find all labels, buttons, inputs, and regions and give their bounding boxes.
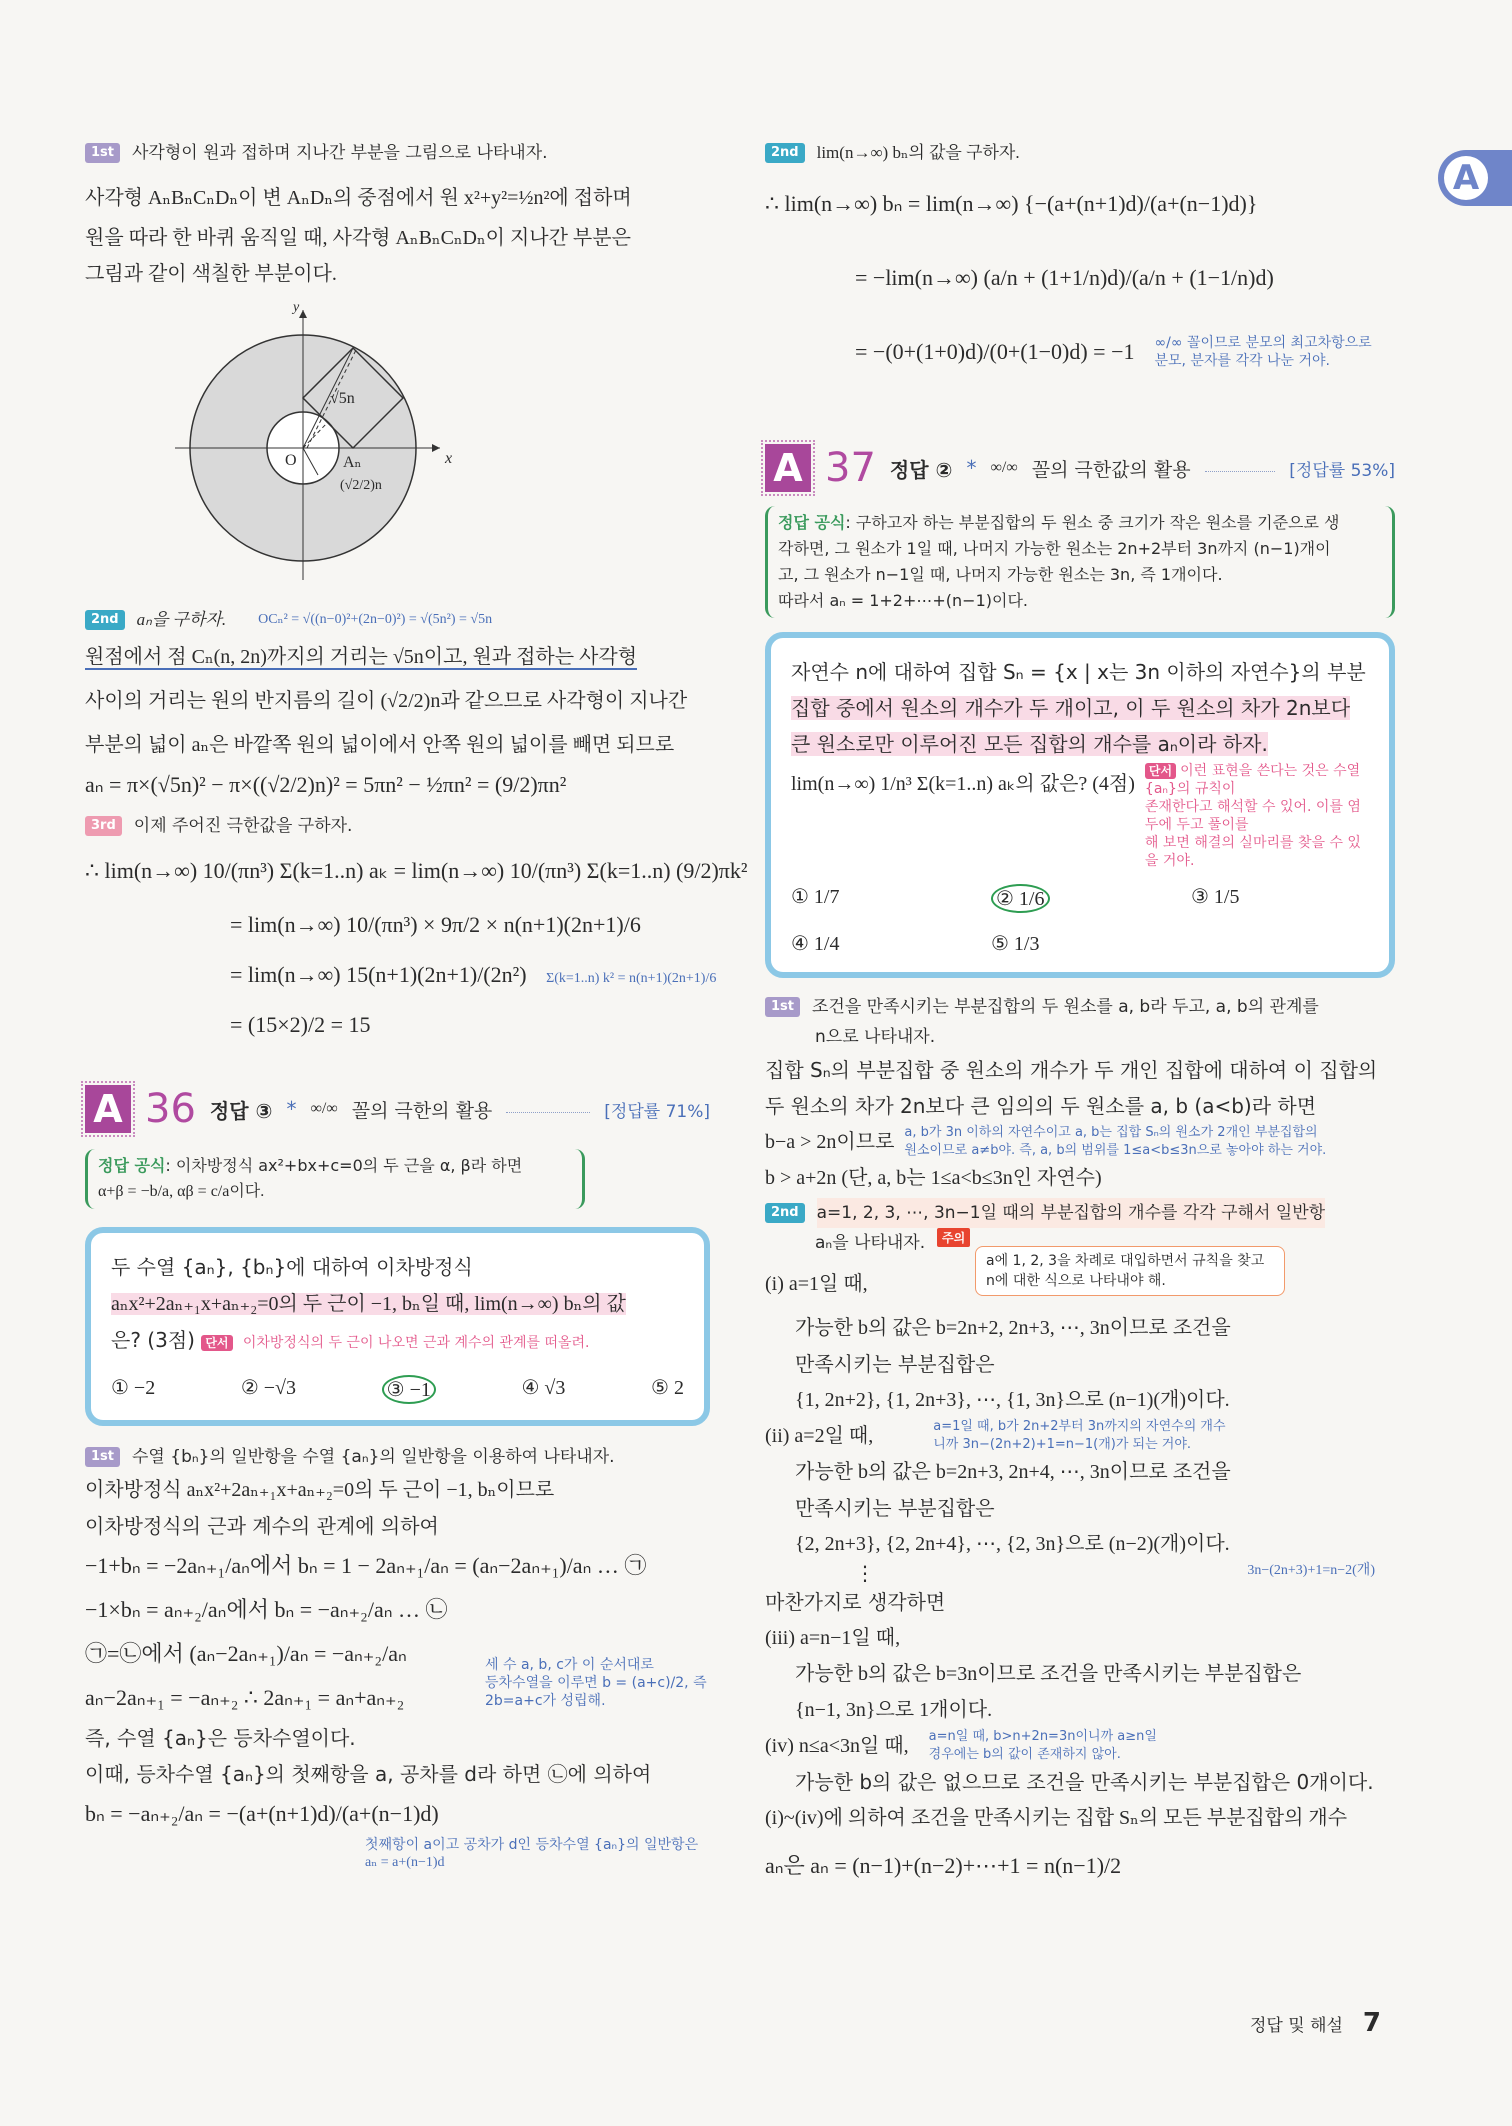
formula-label: 정답 공식 bbox=[778, 513, 846, 532]
equation-line: −1+bₙ = −2aₙ₊₁/aₙ에서 bₙ = 1 − 2aₙ₊₁/aₙ = (aₙ−2aₙ₊₁)/aₙ … ㉠ bbox=[85, 1553, 647, 1578]
answer-formula bbox=[85, 1149, 585, 1209]
question-box-36 bbox=[85, 1227, 710, 1426]
topic-title: 꼴의 극한값의 활용 bbox=[1031, 458, 1191, 481]
step-title: 조건을 만족시키는 부분집합의 두 원소를 a, b라 두고, a, b의 관계를 bbox=[812, 997, 1319, 1017]
step-title-cont: n으로 나타내자. bbox=[815, 1027, 936, 1047]
case-line: (i)~(iv)에 의하여 조건을 만족시키는 집합 Sₙ의 모든 부분집합의 개수 bbox=[765, 1807, 1348, 1829]
text-line: 이차방정식의 근과 계수의 관계에 의하여 bbox=[85, 1514, 439, 1538]
page-number: 7 bbox=[1362, 2008, 1382, 2038]
case-line: 만족시키는 부분집합은 bbox=[795, 1352, 995, 1376]
equation-line bbox=[85, 953, 717, 997]
case-line: (iv) n≤a<3n일 때, bbox=[765, 1735, 909, 1757]
choice-1[interactable]: ① −2 bbox=[111, 1377, 156, 1399]
point-label: Aₙ bbox=[343, 454, 362, 471]
question-line: lim(n→∞) 1/n³ Σ(k=1..n) aₖ의 값은? (4점) bbox=[791, 773, 1135, 795]
side-note: 3n−(2n+3)+1=n−2(개) bbox=[1247, 1563, 1375, 1578]
final-equation: aₙ은 aₙ = (n−1)+(n−2)+⋯+1 = n(n−1)/2 bbox=[765, 1853, 1122, 1878]
star-icon: * bbox=[966, 456, 977, 480]
leader-dots bbox=[1205, 471, 1276, 472]
topic-fraction: ∞/∞ bbox=[310, 1100, 338, 1117]
text-line: 원을 따라 한 바퀴 움직일 때, 사각형 AₙBₙCₙDₙ이 지나간 부분은 bbox=[85, 227, 631, 249]
text-line: 이때, 등차수열 {aₙ}의 첫째항을 a, 공차를 d라 하면 ㉡에 의하여 bbox=[85, 1762, 652, 1786]
answer-label: 정답 ② bbox=[889, 457, 953, 482]
step-badge: 3rd bbox=[85, 816, 122, 836]
radius-label: (√2/2)n bbox=[340, 478, 382, 493]
choice-5[interactable]: ⑤ 1/3 bbox=[991, 933, 1040, 955]
case-line: {2, 2n+3}, {2, 2n+4}, ⋯, {2, 3n}으로 (n−2)(개)이다. bbox=[795, 1533, 1230, 1555]
question-letter: A bbox=[765, 444, 811, 492]
side-note: a=n일 때, b>n+2n=3n이니까 a≥n일 경우에는 b의 값이 존재하지 않아. bbox=[928, 1729, 1157, 1762]
side-note: a, b가 3n 이하의 자연수이고 a, b는 집합 Sₙ의 원소가 2개인 부분집합의 원소이므로 a≠b야. 즉, a, b의 범위를 1≤a<b≤3n으로 놓아야 하는 거야. bbox=[904, 1125, 1327, 1158]
step-1st bbox=[85, 1442, 710, 1472]
step-2nd bbox=[765, 1198, 1395, 1228]
step-badge: 2nd bbox=[765, 143, 805, 163]
step-title: 사각형이 원과 접하며 지나간 부분을 그림으로 나타내자. bbox=[132, 143, 548, 163]
choice-3-selected[interactable]: ③ −1 bbox=[382, 1375, 436, 1404]
equation-text: = lim(n→∞) 15(n+1)(2n+1)/(2n²) bbox=[230, 962, 527, 987]
equation-line: ∴ lim(n→∞) 10/(πn³) Σ(k=1..n) aₖ = lim(n→∞) 10/(πn³) Σ(k=1..n) (9/2)πk² bbox=[85, 858, 748, 883]
question-line: 은? (3점) bbox=[111, 1328, 195, 1352]
warning-tip: a에 1, 2, 3을 차례로 대입하면서 규칙을 찾고 n에 대한 식으로 나타내야 해. bbox=[975, 1246, 1285, 1296]
annulus-diagram bbox=[85, 300, 710, 595]
step-badge: 1st bbox=[85, 1447, 120, 1467]
question-number: 37 bbox=[825, 445, 876, 491]
side-note: ∞/∞ 꼴이므로 분모의 최고차항으로 분모, 분자를 각각 나눈 거야. bbox=[1154, 335, 1372, 369]
case-line: {1, 2n+2}, {1, 2n+3}, ⋯, {1, 3n}으로 (n−1)(개)이다. bbox=[795, 1389, 1230, 1411]
text-line: b > a+2n (단, a, b는 1≤a<b≤3n인 자연수) bbox=[765, 1167, 1102, 1189]
correct-rate: [정답률 71%] bbox=[604, 1101, 710, 1122]
question-number: 36 bbox=[145, 1086, 196, 1132]
question-line: aₙx²+2aₙ₊₁x+aₙ₊₂=0의 두 근이 −1, bₙ일 때, lim(n→∞) bₙ의 값 bbox=[111, 1293, 626, 1315]
equation-line: ㉠=㉡에서 (aₙ−2aₙ₊₁)/aₙ = −aₙ₊₂/aₙ bbox=[85, 1641, 407, 1666]
choice-2[interactable]: ② −√3 bbox=[240, 1377, 297, 1399]
question-header-37 bbox=[765, 444, 1395, 492]
case-line: (ii) a=2일 때, bbox=[765, 1425, 874, 1447]
choice-4[interactable]: ④ 1/4 bbox=[791, 933, 840, 955]
question-header-36 bbox=[85, 1085, 710, 1133]
text-line: b−a > 2n이므로 bbox=[765, 1131, 895, 1153]
equation-line: = (15×2)/2 = 15 bbox=[230, 1012, 371, 1037]
question-line: 두 수열 {aₙ}, {bₙ}에 대하여 이차방정식 bbox=[111, 1255, 473, 1279]
side-note: OCₙ² = √((n−0)²+(2n−0)²) = √(5n²) = √5n bbox=[258, 612, 493, 627]
section-tab-letter: A bbox=[1444, 156, 1488, 200]
text-line: 즉, 수열 {aₙ}은 등차수열이다. bbox=[85, 1726, 356, 1750]
x-axis-label: x bbox=[445, 450, 453, 467]
case-line: 가능한 b의 값은 b=2n+3, 2n+4, ⋯, 3n이므로 조건을 bbox=[795, 1461, 1231, 1483]
text-line: 이차방정식 aₙx²+2aₙ₊₁x+aₙ₊₂=0의 두 근이 −1, bₙ이므로 bbox=[85, 1479, 555, 1501]
formula-label: 정답 공식 bbox=[98, 1156, 166, 1175]
choice-1[interactable]: ① 1/7 bbox=[791, 886, 840, 908]
equation-line: = −(0+(1+0)d)/(0+(1−0)d) = −1 bbox=[855, 339, 1135, 364]
step-badge: 1st bbox=[85, 143, 120, 163]
correct-rate: [정답률 53%] bbox=[1289, 460, 1395, 481]
question-letter: A bbox=[85, 1085, 131, 1133]
text-line: 원점에서 점 Cₙ(n, 2n)까지의 거리는 √5n이고, 원과 접하는 사각형 bbox=[85, 646, 638, 668]
step-title: a=1, 2, 3, ⋯, 3n−1일 때의 부분집합의 개수를 각각 구해서 일반항 bbox=[817, 1198, 1325, 1228]
choice-3[interactable]: ③ 1/5 bbox=[1191, 886, 1240, 908]
question-box-37 bbox=[765, 632, 1395, 978]
equation-line: −1×bₙ = aₙ₊₂/aₙ에서 bₙ = −aₙ₊₂/aₙ … ㉡ bbox=[85, 1597, 448, 1622]
formula-text: : 이차방정식 ax²+bx+c=0의 두 근을 α, β라 하면 bbox=[165, 1156, 523, 1175]
choice-2-selected[interactable]: ② 1/6 bbox=[991, 884, 1050, 913]
answer-label: 정답 ③ bbox=[209, 1098, 273, 1123]
step-badge: 2nd bbox=[85, 610, 125, 630]
choice-4[interactable]: ④ √3 bbox=[521, 1377, 566, 1399]
origin-label: O bbox=[285, 452, 297, 469]
question-line: 자연수 n에 대하여 집합 Sₙ = {x | x는 3n 이하의 자연수}의 부분 bbox=[791, 660, 1366, 684]
step-badge: 1st bbox=[765, 997, 800, 1017]
text-line: 집합 Sₙ의 부분집합 중 원소의 개수가 두 개인 집합에 대하여 이 집합의 bbox=[765, 1058, 1378, 1082]
choice-list bbox=[791, 884, 1369, 956]
topic-fraction: ∞/∞ bbox=[990, 459, 1018, 476]
answer-formula: 정답 공식: 구하고자 하는 부분집합의 두 원소 중 크기가 작은 원소를 기준으로 생 각하면, 그 원소가 1일 때, 나머지 가능한 원소는 2n+2부터 3n까지 (n−1)개이 고, 그 원소가 n−1일 때, 나머지 가능한 원소는 3n, 즉 1개이다. 따라서 aₙ = 1+2+⋯+(n−1)이다. bbox=[765, 506, 1395, 618]
y-axis-label: y bbox=[293, 300, 300, 315]
right-column bbox=[765, 130, 1395, 1888]
step-1st bbox=[765, 992, 1395, 1022]
hint: 단서 이런 표현을 쓴다는 것은 수열 {aₙ}의 규칙이 존재한다고 해석할 수 있어. 이를 염두에 두고 풀이를 해 보면 해결의 실마리를 찾을 수 있을 거야. bbox=[1144, 763, 1361, 869]
case-line: 만족시키는 부분집합은 bbox=[795, 1496, 995, 1520]
text-line: 부분의 넓이 aₙ은 바깥쪽 원의 넓이에서 안쪽 원의 넓이를 빼면 되므로 bbox=[85, 734, 675, 756]
equation-line: = lim(n→∞) 10/(πn³) × 9π/2 × n(n+1)(2n+1)/6 bbox=[230, 912, 641, 937]
case-line: {n−1, 3n}으로 1개이다. bbox=[795, 1699, 993, 1721]
side-note: 세 수 a, b, c가 이 순서대로 등차수열을 이루면 b = (a+c)/2, 즉 2b=a+c가 성립해. bbox=[485, 1657, 707, 1709]
page-footer bbox=[1250, 2008, 1381, 2038]
equation-line: aₙ−2aₙ₊₁ = −aₙ₊₂ ∴ 2aₙ₊₁ = aₙ+aₙ₊₂ bbox=[85, 1685, 405, 1710]
text-line: 두 원소의 차가 2n보다 큰 임의의 두 원소를 a, b (a<b)라 하면 bbox=[765, 1094, 1317, 1118]
step-title-cont: aₙ을 나타내자. bbox=[815, 1233, 926, 1253]
left-column bbox=[85, 130, 748, 1872]
side-note: Σ(k=1..n) k² = n(n+1)(2n+1)/6 bbox=[546, 971, 717, 986]
step-title: 이제 주어진 극한값을 구하자. bbox=[133, 816, 353, 836]
warning-badge: 주의 bbox=[937, 1228, 970, 1247]
equation-line: ∴ lim(n→∞) bₙ = lim(n→∞) {−(a+(n+1)d)/(a+(n−1)d)} bbox=[765, 191, 1258, 216]
diagonal-label: √5n bbox=[330, 390, 355, 407]
step-title: 수열 {bₙ}의 일반항을 수열 {aₙ}의 일반항을 이용하여 나타내자. bbox=[132, 1447, 615, 1467]
case-line: 가능한 b의 값은 b=3n이므로 조건을 만족시키는 부분집합은 bbox=[795, 1663, 1302, 1685]
step-badge: 2nd bbox=[765, 1203, 805, 1223]
ellipsis: ⋮ bbox=[855, 1561, 875, 1585]
text-line: 사각형 AₙBₙCₙDₙ이 변 AₙDₙ의 중점에서 원 x²+y²=½n²에 접하며 bbox=[85, 187, 632, 209]
hint-text: 이차방정식의 두 근이 나오면 근과 계수의 관계를 떠올려. bbox=[242, 1335, 590, 1351]
side-note: a=1일 때, b가 2n+2부터 3n까지의 자연수의 개수 니까 3n−(2n+2)+1=n−1(개)가 되는 거야. bbox=[933, 1419, 1226, 1452]
side-note: 첫째항이 a이고 공차가 d인 등차수열 {aₙ}의 일반항은 aₙ = a+(n−1)d bbox=[365, 1837, 699, 1870]
star-icon: * bbox=[286, 1097, 297, 1121]
equation-line: aₙ = π×(√5n)² − π×((√2/2)n)² = 5πn² − ½πn² = (9/2)πn² bbox=[85, 772, 567, 797]
question-line: 큰 원소로만 이루어진 모든 집합의 개수를 aₙ이라 하자. bbox=[791, 732, 1268, 756]
choice-5[interactable]: ⑤ 2 bbox=[651, 1377, 684, 1399]
step-2nd bbox=[765, 138, 1395, 168]
step-3rd bbox=[85, 811, 710, 841]
question-line: 집합 중에서 원소의 개수가 두 개이고, 이 두 원소의 차가 2n보다 bbox=[791, 696, 1351, 720]
step-1st bbox=[85, 138, 710, 168]
text-line: 그림과 같이 색칠한 부분이다. bbox=[85, 263, 337, 285]
case-line: (iii) a=n−1일 때, bbox=[765, 1627, 901, 1649]
case-line: 가능한 b의 값은 없으므로 조건을 만족시키는 부분집합은 0개이다. bbox=[795, 1770, 1374, 1794]
step-title: lim(n→∞) bₙ의 값을 구하자. bbox=[816, 143, 1020, 162]
case-line: 마찬가지로 생각하면 bbox=[765, 1590, 946, 1614]
case-line: 가능한 b의 값은 b=2n+2, 2n+3, ⋯, 3n이므로 조건을 bbox=[795, 1317, 1231, 1339]
case-line: (i) a=1일 때, bbox=[765, 1273, 868, 1295]
topic-title: 꼴의 극한의 활용 bbox=[351, 1099, 493, 1122]
step-2nd bbox=[85, 605, 710, 635]
formula-text: α+β = −b/a, αβ = c/a이다. bbox=[98, 1183, 265, 1200]
choice-list bbox=[111, 1375, 684, 1404]
leader-dots bbox=[506, 1112, 590, 1113]
footer-label: 정답 및 해설 bbox=[1250, 2015, 1343, 2036]
hint-badge: 단서 bbox=[201, 1335, 232, 1351]
equation-line: bₙ = −aₙ₊₂/aₙ = −(a+(n+1)d)/(a+(n−1)d) bbox=[85, 1801, 439, 1826]
figure-annulus bbox=[85, 300, 710, 595]
step-title: aₙ을 구하자. bbox=[136, 610, 227, 629]
section-tab bbox=[1438, 150, 1512, 206]
text-line: 사이의 거리는 원의 반지름의 길이 (√2/2)n과 같으므로 사각형이 지나간 bbox=[85, 690, 688, 712]
equation-line: = −lim(n→∞) (a/n + (1+1/n)d)/(a/n + (1−1/n)d) bbox=[855, 265, 1274, 290]
